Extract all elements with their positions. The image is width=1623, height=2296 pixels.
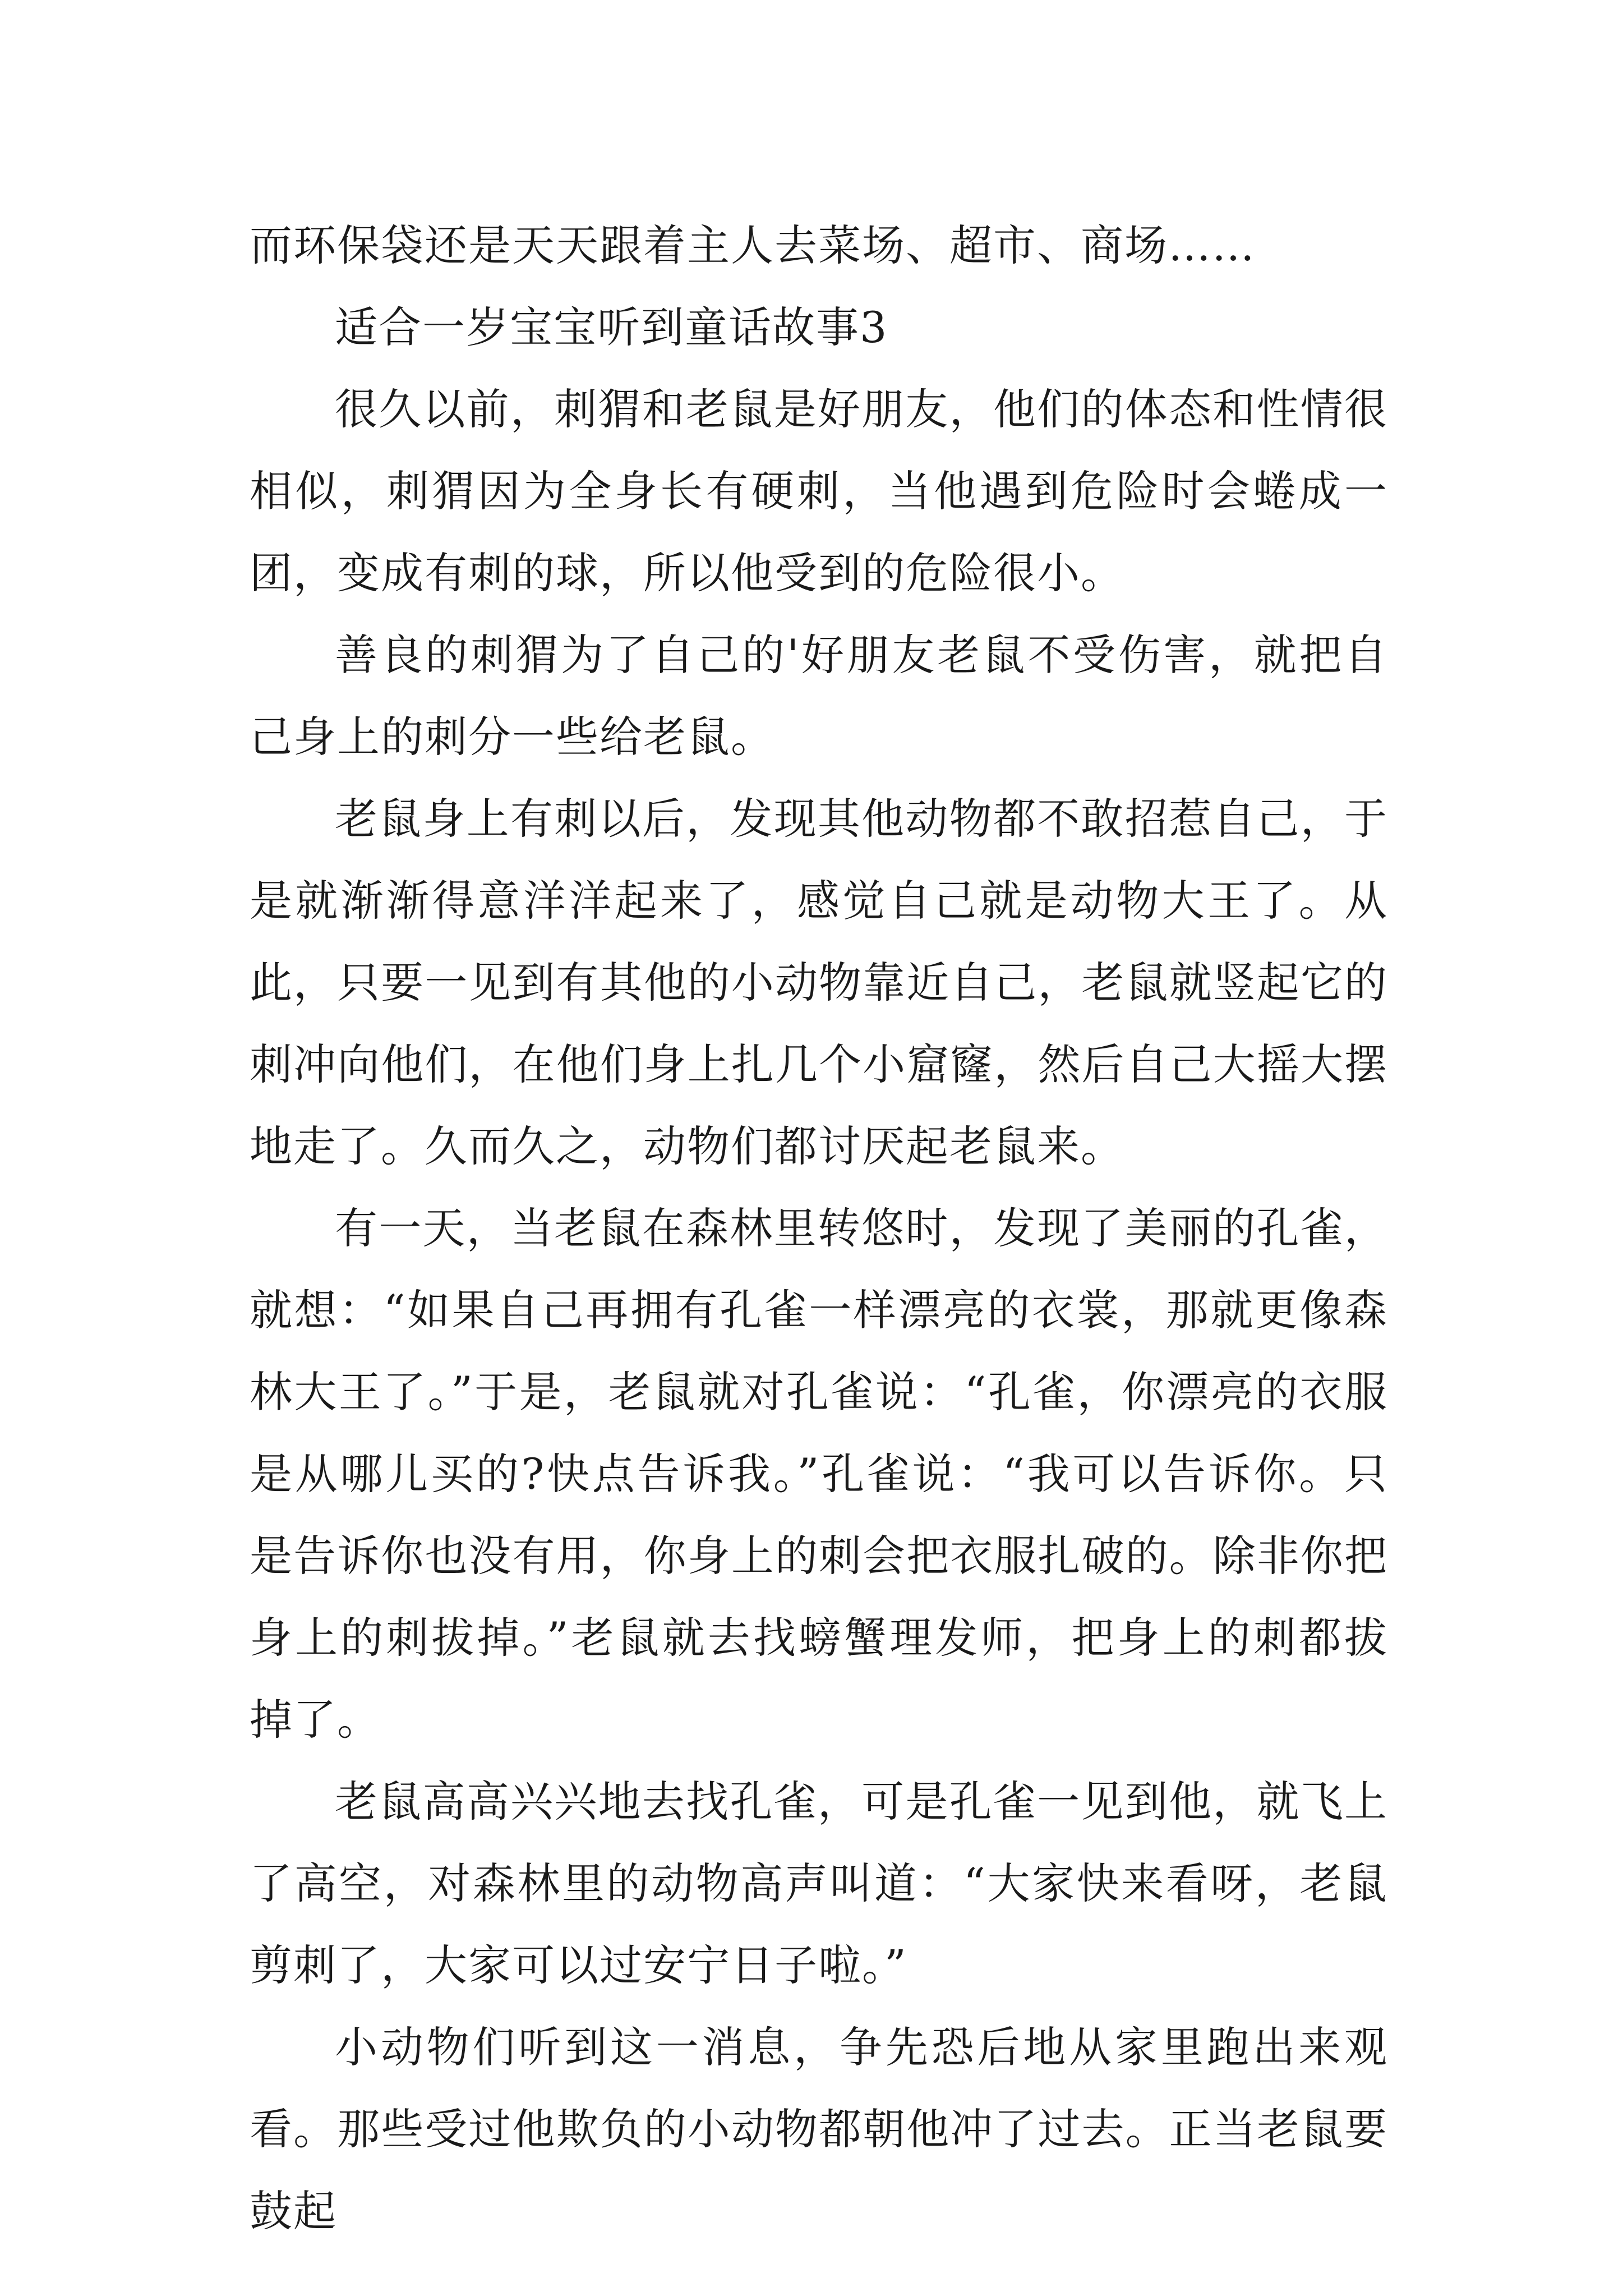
paragraph: 很久以前，刺猬和老鼠是好朋友，他们的体态和性情很相似，刺猬因为全身长有硬刺，当他遇到危险时会蜷成一团，变成有刺的球，所以他受到的危险很小。 bbox=[250, 384, 1388, 598]
paragraph: 有一天，当老鼠在森林里转悠时，发现了美丽的孔雀，就想：“如果自己再拥有孔雀一样漂亮的衣裳，那就更像森林大王了。”于是，老鼠就对孔雀说：“孔雀，你漂亮的衣服是从哪儿买的?快点告诉我。”孔雀说：“我可以告诉你。只是告诉你也没有用，你身上的刺会把衣服扎破的。除非你把身上的刺拔掉。”老鼠就去找螃蟹理发师，把身上的刺都拔掉了。 bbox=[250, 1203, 1388, 1745]
document-body bbox=[250, 205, 1388, 2252]
paragraph: 老鼠高高兴兴地去找孔雀，可是孔雀一见到他，就飞上了高空，对森林里的动物高声叫道：“大家快来看呀，老鼠剪刺了，大家可以过安宁日子啦。” bbox=[250, 1777, 1388, 1990]
story-heading: 适合一岁宝宝听到童话故事3 bbox=[335, 302, 888, 352]
paragraph-continuation: 而环保袋还是天天跟着主人去菜场、超市、商场…… bbox=[250, 220, 1256, 270]
paragraph: 小动物们听到这一消息，争先恐后地从家里跑出来观看。那些受过他欺负的小动物都朝他冲了过去。正当老鼠要鼓起 bbox=[250, 2022, 1388, 2236]
paragraph: 善良的刺猬为了自己的'好朋友老鼠不受伤害，就把自己身上的刺分一些给老鼠。 bbox=[250, 630, 1388, 762]
paragraph: 老鼠身上有刺以后，发现其他动物都不敢招惹自己，于是就渐渐得意洋洋起来了，感觉自己就是动物大王了。从此，只要一见到有其他的小动物靠近自己，老鼠就竖起它的刺冲向他们，在他们身上扎几个小窟窿，然后自己大摇大摆地走了。久而久之，动物们都讨厌起老鼠来。 bbox=[250, 794, 1388, 1171]
